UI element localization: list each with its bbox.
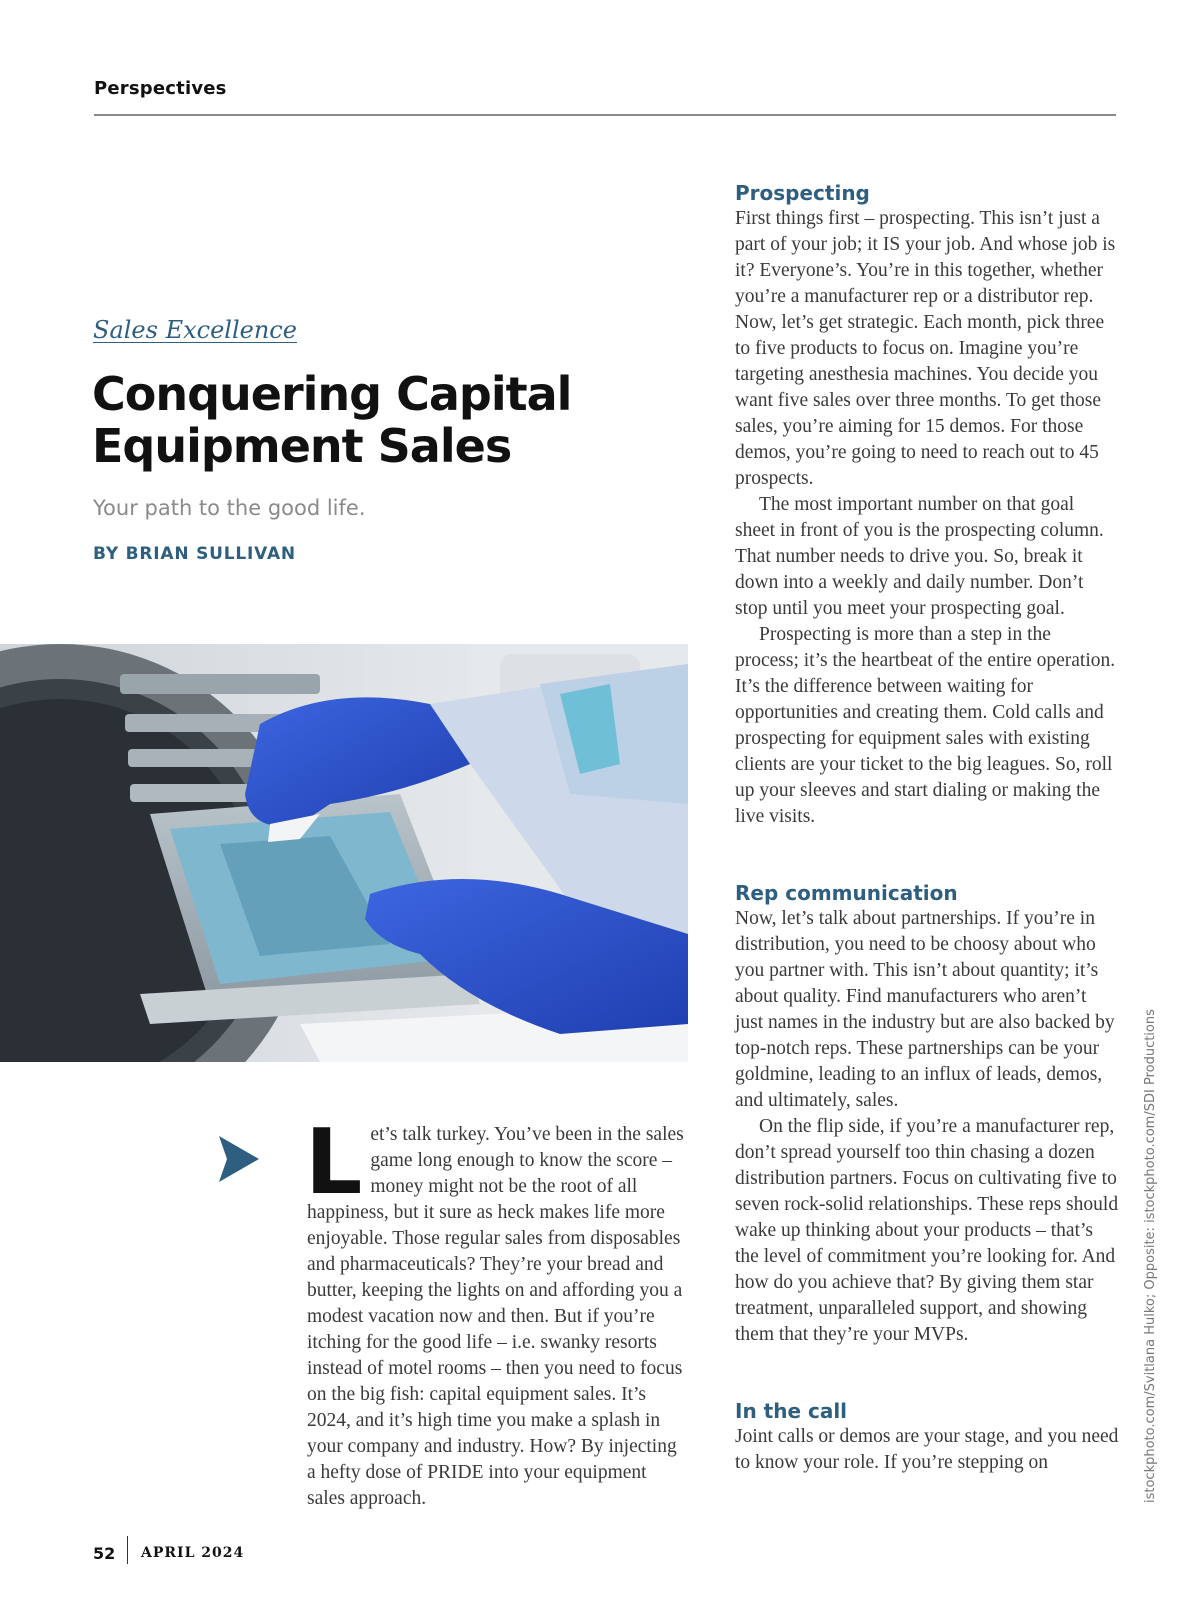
body-paragraph: Prospecting is more than a step in the process; it’s the heartbeat of the entire operation. It’s the difference between waiting for opportunities and creating them. Cold calls and prospecting for equipment sales with existing clients are your ticket to the big leagues. So, roll up your sleeves and start dialing or making the live visits.: [735, 624, 1116, 827]
section-label: Perspectives: [94, 78, 227, 99]
body-paragraph: On the flip side, if you’re a manufacturer rep, don’t spread yourself too thin chasing a dozen distribution partners. Focus on cultivating five to seven rock-solid relationships. These reps should wake up thinking about your products – that’s the level of commitment you’re looking for. And how do you achieve that? By giving them star treatment, unparalleled support, and showing them that they’re your MVPs.: [735, 1116, 1119, 1345]
right-column: [735, 180, 1119, 1476]
article-dek: Your path to the good life.: [93, 496, 366, 520]
article-byline: BY BRIAN SULLIVAN: [93, 544, 296, 564]
subhead-prospecting: Prospecting: [735, 181, 870, 205]
intro-column: [305, 1110, 689, 1512]
intro-text: et’s talk turkey. You’ve been in the sales game long enough to know the score – money might not be the root of all happiness, but it sure as heck makes life more enjoyable. Those regular sales from disposables and pharmaceuticals? They’re your bread and butter, keeping the lights on and affording you a modest vacation now and then. But if you’re itching for the good life – i.e. swanky resorts instead of motel rooms – then you need to focus on the big fish: capital equipment sales. It’s 2024, and it’s high time you make a splash in your company and industry. How? By injecting a hefty dose of PRIDE into your equipment sales approach.: [307, 1124, 684, 1509]
drop-cap: L: [305, 1110, 363, 1215]
body-paragraph: Joint calls or demos are your stage, and you need to know your role. If you’re stepping on: [735, 1426, 1119, 1473]
folio-divider: [127, 1536, 128, 1564]
title-line-1: Conquering Capital: [92, 367, 572, 421]
body-paragraph: Now, let’s talk about partnerships. If you’re in distribution, you need to be choosy about who you partner with. This isn’t about quantity; it’s about quality. Find manufacturers who aren’t just names in the industry but are also backed by top-notch reps. These partnerships can be your goldmine, leading to an influx of leads, demos, and ultimately, sales.: [735, 908, 1115, 1111]
title-line-2: Equipment Sales: [92, 419, 512, 473]
article-photo: [0, 644, 688, 1062]
body-paragraph: The most important number on that goal sheet in front of you is the prospecting column. That number needs to drive you. So, break it down into a weekly and daily number. Don’t stop until you meet your prospecting goal.: [735, 494, 1104, 619]
photo-credit: istockphoto.com/Svitlana Hulko; Opposite: istockphoto.com/SDI Productions: [1143, 1009, 1158, 1503]
subhead-rep-communication: Rep communication: [735, 881, 958, 905]
article-kicker[interactable]: Sales Excellence: [93, 316, 297, 344]
issue-date: APRIL 2024: [141, 1545, 245, 1561]
article-title: [92, 368, 571, 472]
intro-paragraph: [305, 1110, 689, 1512]
subhead-in-the-call: In the call: [735, 1399, 848, 1423]
triangle-right-icon: [219, 1136, 259, 1182]
header-rule: [94, 114, 1116, 116]
page-number: 52: [93, 1544, 116, 1563]
body-paragraph: First things first – prospecting. This isn’t just a part of your job; it IS your job. And whose job is it? Everyone’s. You’re in this together, whether you’re a manufacturer rep or a distributor rep. Now, let’s get strategic. Each month, pick three to five products to focus on. Imagine you’re targeting anesthesia machines. You decide you want five sales over three months. To get those sales, you’re aiming for 15 demos. For those demos, you’re going to need to reach out to 45 prospects.: [735, 208, 1116, 489]
